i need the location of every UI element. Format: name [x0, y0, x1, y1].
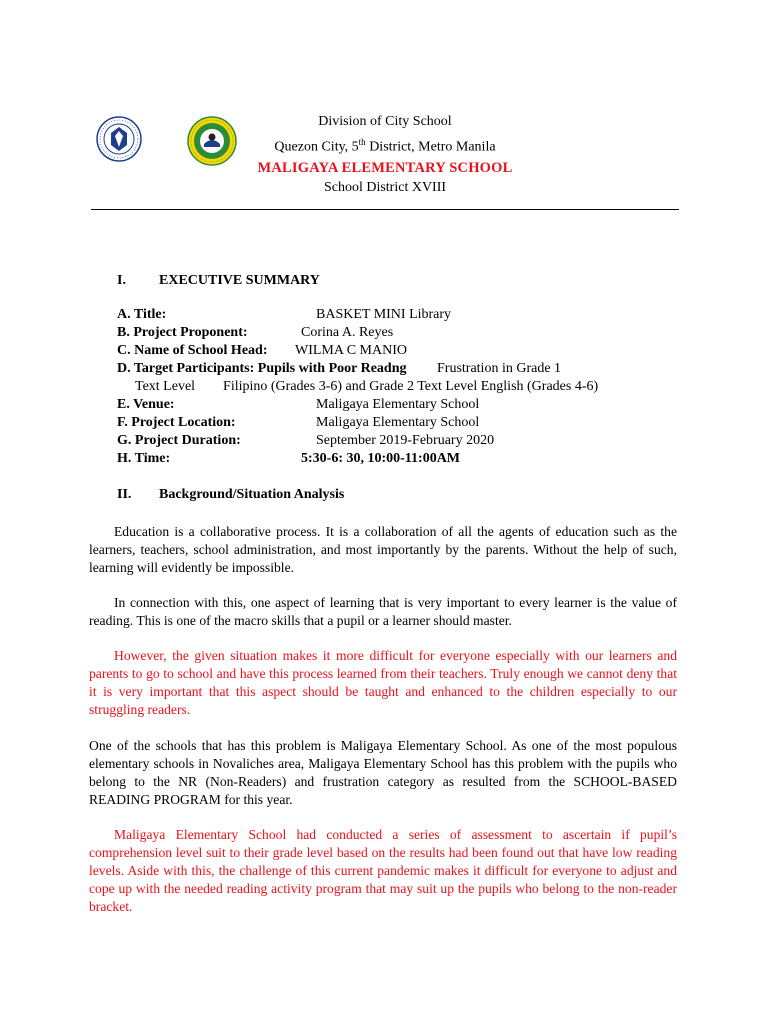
- summary-value: 5:30-6: 30, 10:00-11:00AM: [301, 451, 461, 466]
- summary-item: [0, 397, 768, 415]
- summary-label: F. Project Location:: [117, 415, 236, 430]
- summary-item: [0, 415, 768, 433]
- letterhead: [190, 112, 580, 198]
- section-title: EXECUTIVE SUMMARY: [159, 273, 320, 288]
- summary-item: [0, 343, 768, 361]
- address-line: [190, 132, 580, 158]
- address-city: Quezon City, 5: [274, 139, 359, 155]
- school-district: School District XVIII: [323, 179, 447, 195]
- address-district: District, Metro Manila: [365, 139, 496, 155]
- paragraph: In connection with this, one aspect of learning that is very important to every learner is the value of reading. This is one of the macro skills that a pupil or a learner should master.: [89, 595, 677, 628]
- header-divider: [91, 209, 679, 210]
- division-line: Division of City School: [318, 114, 452, 129]
- summary-value: Frustration in Grade 1: [437, 361, 562, 376]
- summary-label: E. Venue:: [117, 397, 175, 412]
- summary-label: G. Project Duration:: [117, 433, 241, 448]
- summary-value: Text Level Filipino (Grades 3-6) and Grade 2 Text Level English (Grades 4-6): [135, 379, 599, 394]
- summary-label: D. Target Participants: Pupils with Poor Readng: [117, 361, 407, 376]
- section-number: II.: [117, 487, 132, 502]
- summary-item: [0, 433, 768, 451]
- summary-item: [0, 361, 768, 379]
- summary-value: Maligaya Elementary School: [316, 415, 480, 430]
- paragraph: However, the given situation makes it more difficult for everyone especially with our learners and parents to go to school and have this process learned from their teachers. Truly enough we cannot deny that it is very important that this aspect should be taught and enhanced to the children especially to our struggling readers.: [89, 648, 677, 717]
- summary-value: Corina A. Reyes: [301, 325, 394, 340]
- section-number: I.: [117, 273, 126, 288]
- summary-label: H. Time:: [117, 451, 171, 466]
- summary-value: WILMA C MANIO: [295, 343, 407, 358]
- summary-item: [0, 325, 768, 343]
- summary-value: BASKET MINI Library: [316, 307, 452, 322]
- section-title: Background/Situation Analysis: [159, 487, 345, 502]
- address-superscript: th: [358, 137, 366, 147]
- deped-seal-icon: [96, 116, 142, 162]
- summary-item: [0, 307, 768, 325]
- summary-label: A. Title:: [117, 307, 167, 322]
- summary-item: [0, 451, 768, 469]
- summary-item: [0, 379, 768, 397]
- school-name: MALIGAYA ELEMENTARY SCHOOL: [257, 159, 513, 176]
- paragraph: Maligaya Elementary School had conducted a series of assessment to ascertain if pupil’s comprehension level suit to their grade level based on the results had been found out that have low reading levels. Aside with this, the challenge of this current pandemic makes it difficult for everyone to adjust and cope up with the needed reading activity program that may suit up the pupils who belong to the non-reader bracket.: [89, 827, 677, 914]
- summary-label: B. Project Proponent:: [117, 325, 248, 340]
- summary-value: Maligaya Elementary School: [316, 397, 480, 412]
- paragraph: Education is a collaborative process. It is a collaboration of all the agents of education such as the learners, teachers, school administration, and most importantly by the parents. Without the help of such, learning will evidently be impossible.: [89, 524, 677, 575]
- summary-value: September 2019-February 2020: [316, 433, 495, 448]
- summary-label: C. Name of School Head:: [117, 343, 268, 358]
- paragraph: One of the schools that has this problem is Maligaya Elementary School. As one of the most populous elementary schools in Novaliches area, Maligaya Elementary School has this problem with the pupils who belong to the NR (Non-Readers) and frustration category as resulted from the SCHOOL-BASED READING PROGRAM for this year.: [89, 738, 677, 807]
